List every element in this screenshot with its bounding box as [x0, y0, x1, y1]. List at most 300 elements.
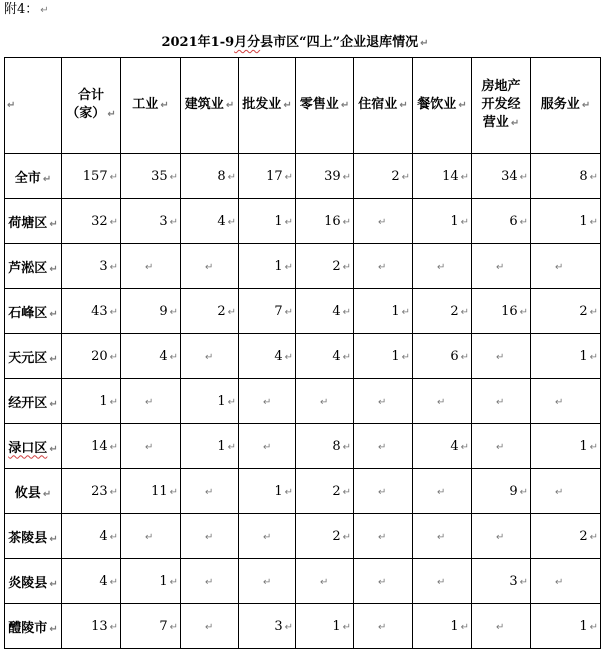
cell-value: 1	[99, 393, 108, 409]
paragraph-mark-icon: ↵	[109, 216, 118, 228]
cell-value: 32	[91, 213, 108, 229]
cell-value: 9	[159, 303, 168, 319]
paragraph-mark-icon: ↵	[169, 576, 178, 588]
empty-cell	[239, 514, 296, 559]
empty-cell	[181, 334, 239, 379]
paragraph-mark-icon: ↵	[378, 216, 387, 228]
paragraph-mark-icon: ↵	[169, 306, 178, 318]
cell-value: 1	[579, 438, 588, 454]
paragraph-mark-icon: ↵	[145, 441, 154, 453]
region-name: 醴陵市	[8, 620, 48, 636]
paragraph-mark-icon: ↵	[107, 109, 116, 120]
region-cell	[5, 424, 62, 469]
paragraph-mark-icon: ↵	[40, 5, 49, 16]
region-cell	[5, 514, 62, 559]
empty-cell	[181, 559, 239, 604]
value-cell	[296, 244, 354, 289]
paragraph-mark-icon: ↵	[205, 486, 214, 498]
cell-value: 2	[450, 303, 459, 319]
paragraph-mark-icon: ↵	[519, 216, 528, 228]
empty-cell	[239, 379, 296, 424]
table-row	[5, 424, 601, 469]
paragraph-mark-icon: ↵	[109, 261, 118, 273]
region-name: 天元区	[8, 350, 48, 366]
empty-cell	[239, 559, 296, 604]
value-cell	[181, 199, 239, 244]
value-cell	[354, 289, 413, 334]
cell-value: 7	[274, 303, 283, 319]
empty-cell	[472, 514, 531, 559]
paragraph-mark-icon: ↵	[227, 171, 236, 183]
paragraph-mark-icon: ↵	[555, 486, 564, 498]
paragraph-mark-icon: ↵	[49, 443, 58, 455]
empty-cell	[121, 514, 181, 559]
paragraph-mark-icon: ↵	[342, 306, 351, 318]
cell-value: 1	[391, 348, 400, 364]
column-header	[181, 58, 239, 154]
region-name: 渌口区	[8, 440, 48, 456]
cell-value: 1	[579, 348, 588, 364]
paragraph-mark-icon: ↵	[342, 351, 351, 363]
paragraph-mark-icon: ↵	[283, 100, 292, 111]
value-cell	[181, 379, 239, 424]
paragraph-mark-icon: ↵	[42, 173, 52, 185]
empty-cell	[181, 604, 239, 649]
paragraph-mark-icon: ↵	[42, 488, 52, 500]
table-title	[60, 35, 530, 52]
value-cell	[62, 379, 121, 424]
paragraph-mark-icon: ↵	[169, 216, 178, 228]
region-name: 芦淞区	[8, 260, 48, 276]
paragraph-mark-icon: ↵	[519, 486, 528, 498]
column-header	[354, 58, 413, 154]
value-cell	[296, 604, 354, 649]
paragraph-mark-icon: ↵	[227, 441, 236, 453]
value-cell	[62, 424, 121, 469]
value-cell	[296, 514, 354, 559]
value-cell	[62, 469, 121, 514]
cell-value: 43	[91, 303, 108, 319]
paragraph-mark-icon: ↵	[378, 261, 387, 273]
paragraph-mark-icon: ↵	[160, 100, 169, 111]
paragraph-mark-icon: ↵	[109, 396, 118, 408]
cell-value: 1	[450, 213, 459, 229]
value-cell	[296, 289, 354, 334]
value-cell	[296, 334, 354, 379]
empty-cell	[296, 559, 354, 604]
cell-value: 4	[450, 438, 459, 454]
empty-cell	[239, 424, 296, 469]
paragraph-mark-icon: ↵	[496, 351, 505, 363]
region-name: 炎陵县	[8, 575, 48, 591]
paragraph-mark-icon: ↵	[263, 531, 272, 543]
value-cell	[296, 469, 354, 514]
table-row	[5, 154, 601, 199]
cell-value: 2	[579, 303, 588, 319]
paragraph-mark-icon: ↵	[555, 396, 564, 408]
cell-value: 8	[217, 168, 226, 184]
attachment-label	[4, 2, 49, 19]
paragraph-mark-icon: ↵	[49, 308, 58, 320]
paragraph-mark-icon: ↵	[460, 621, 469, 633]
paragraph-mark-icon: ↵	[496, 441, 505, 453]
paragraph-mark-icon: ↵	[7, 100, 16, 111]
value-cell	[413, 334, 472, 379]
value-cell	[531, 514, 601, 559]
value-cell	[296, 154, 354, 199]
paragraph-mark-icon: ↵	[284, 486, 293, 498]
value-cell	[354, 334, 413, 379]
value-cell	[62, 514, 121, 559]
paragraph-mark-icon: ↵	[399, 100, 408, 111]
value-cell	[181, 424, 239, 469]
paragraph-mark-icon: ↵	[581, 100, 591, 111]
paragraph-mark-icon: ↵	[496, 396, 505, 408]
column-header-line: 零售业	[299, 97, 339, 112]
title-prefix: 2021年1-9	[161, 35, 235, 50]
cell-value: 9	[509, 483, 518, 499]
value-cell	[181, 154, 239, 199]
cell-value: 2	[217, 303, 226, 319]
empty-cell	[121, 244, 181, 289]
value-cell	[413, 154, 472, 199]
empty-cell	[354, 244, 413, 289]
region-name: 攸县	[14, 485, 41, 501]
paragraph-mark-icon: ↵	[205, 351, 214, 363]
cell-value: 6	[509, 213, 518, 229]
column-header-line: 服务业	[540, 97, 580, 112]
empty-cell	[531, 469, 601, 514]
paragraph-mark-icon: ↵	[263, 396, 272, 408]
paragraph-mark-icon: ↵	[205, 576, 214, 588]
cell-value: 34	[501, 168, 518, 184]
value-cell	[121, 154, 181, 199]
value-cell	[62, 289, 121, 334]
table-row	[5, 469, 601, 514]
empty-cell	[181, 469, 239, 514]
paragraph-mark-icon: ↵	[263, 576, 272, 588]
paragraph-mark-icon: ↵	[227, 306, 236, 318]
paragraph-mark-icon: ↵	[342, 441, 351, 453]
paragraph-mark-icon: ↵	[109, 441, 118, 453]
paragraph-mark-icon: ↵	[109, 531, 118, 543]
column-header-line: 开发经	[481, 97, 521, 112]
column-header-line: 住宿业	[358, 97, 398, 112]
paragraph-mark-icon: ↵	[401, 351, 410, 363]
region-cell	[5, 469, 62, 514]
value-cell	[531, 199, 601, 244]
cell-value: 3	[274, 618, 283, 634]
paragraph-mark-icon: ↵	[109, 576, 118, 588]
cell-value: 1	[391, 303, 400, 319]
empty-cell	[296, 379, 354, 424]
paragraph-mark-icon: ↵	[437, 396, 446, 408]
paragraph-mark-icon: ↵	[460, 171, 469, 183]
empty-cell	[413, 469, 472, 514]
cell-value: 20	[91, 348, 108, 364]
paragraph-mark-icon: ↵	[227, 216, 236, 228]
value-cell	[531, 289, 601, 334]
column-header-line: 餐饮业	[417, 97, 457, 112]
table-row	[5, 379, 601, 424]
column-header	[296, 58, 354, 154]
empty-cell	[531, 559, 601, 604]
paragraph-mark-icon: ↵	[589, 216, 598, 228]
column-header-line: 工业	[132, 97, 159, 112]
value-cell	[62, 199, 121, 244]
paragraph-mark-icon: ↵	[460, 351, 469, 363]
region-cell	[5, 559, 62, 604]
paragraph-mark-icon: ↵	[589, 531, 598, 543]
paragraph-mark-icon: ↵	[169, 351, 178, 363]
paragraph-mark-icon: ↵	[460, 216, 469, 228]
paragraph-mark-icon: ↵	[49, 623, 58, 635]
cell-value: 13	[91, 618, 108, 634]
empty-cell	[413, 244, 472, 289]
cell-value: 3	[159, 213, 168, 229]
paragraph-mark-icon: ↵	[340, 100, 350, 111]
paragraph-mark-icon: ↵	[342, 171, 351, 183]
attachment-label-text: 附4：	[4, 2, 39, 17]
table-body	[5, 154, 601, 649]
paragraph-mark-icon: ↵	[401, 171, 410, 183]
empty-cell	[181, 514, 239, 559]
value-cell	[181, 289, 239, 334]
value-cell	[472, 199, 531, 244]
paragraph-mark-icon: ↵	[378, 576, 387, 588]
paragraph-mark-icon: ↵	[284, 171, 293, 183]
empty-cell	[531, 379, 601, 424]
empty-cell	[354, 604, 413, 649]
paragraph-mark-icon: ↵	[555, 576, 564, 588]
column-header-line: 房地产	[481, 79, 521, 94]
cell-value: 6	[450, 348, 459, 364]
paragraph-mark-icon: ↵	[49, 263, 58, 275]
paragraph-mark-icon: ↵	[205, 621, 214, 633]
region-name: 荷塘区	[8, 215, 48, 231]
paragraph-mark-icon: ↵	[342, 261, 351, 273]
paragraph-mark-icon: ↵	[496, 531, 505, 543]
paragraph-mark-icon: ↵	[263, 441, 272, 453]
cell-value: 4	[332, 348, 341, 364]
cell-value: 16	[501, 303, 518, 319]
region-name: 石峰区	[8, 305, 48, 321]
value-cell	[239, 334, 296, 379]
paragraph-mark-icon: ↵	[145, 396, 154, 408]
paragraph-mark-icon: ↵	[320, 576, 329, 588]
cell-value: 17	[266, 168, 283, 184]
value-cell	[531, 424, 601, 469]
table-row	[5, 199, 601, 244]
value-cell	[472, 559, 531, 604]
paragraph-mark-icon: ↵	[49, 533, 58, 545]
cell-value: 35	[151, 168, 168, 184]
paragraph-mark-icon: ↵	[378, 396, 387, 408]
empty-cell	[413, 379, 472, 424]
cell-value: 3	[99, 258, 108, 274]
paragraph-mark-icon: ↵	[437, 486, 446, 498]
paragraph-mark-icon: ↵	[589, 441, 598, 453]
paragraph-mark-icon: ↵	[320, 396, 329, 408]
paragraph-mark-icon: ↵	[510, 118, 520, 129]
paragraph-mark-icon: ↵	[49, 218, 58, 230]
cell-value: 16	[324, 213, 341, 229]
cell-value: 4	[217, 213, 226, 229]
paragraph-mark-icon: ↵	[342, 486, 351, 498]
value-cell	[239, 244, 296, 289]
paragraph-mark-icon: ↵	[49, 353, 58, 365]
cell-value: 1	[274, 483, 283, 499]
empty-cell	[354, 514, 413, 559]
cell-value: 2	[391, 168, 400, 184]
cell-value: 4	[332, 303, 341, 319]
paragraph-mark-icon: ↵	[225, 100, 235, 111]
value-cell	[354, 154, 413, 199]
value-cell	[239, 199, 296, 244]
paragraph-mark-icon: ↵	[109, 351, 118, 363]
empty-cell	[121, 379, 181, 424]
paragraph-mark-icon: ↵	[284, 621, 293, 633]
paragraph-mark-icon: ↵	[460, 306, 469, 318]
cell-value: 1	[332, 618, 341, 634]
cell-value: 4	[159, 348, 168, 364]
paragraph-mark-icon: ↵	[378, 441, 387, 453]
withdrawal-table	[4, 57, 601, 649]
paragraph-mark-icon: ↵	[589, 171, 598, 183]
value-cell	[121, 334, 181, 379]
empty-cell	[413, 514, 472, 559]
column-header-line: 建筑业	[184, 97, 224, 112]
paragraph-mark-icon: ↵	[342, 216, 351, 228]
paragraph-mark-icon: ↵	[342, 621, 351, 633]
value-cell	[62, 154, 121, 199]
paragraph-mark-icon: ↵	[284, 216, 293, 228]
region-cell	[5, 154, 62, 199]
paragraph-mark-icon: ↵	[437, 261, 446, 273]
column-header-line: 合计	[77, 88, 104, 103]
column-header-line: （家）	[66, 106, 106, 121]
value-cell	[472, 154, 531, 199]
value-cell	[239, 604, 296, 649]
value-cell	[62, 559, 121, 604]
value-cell	[296, 424, 354, 469]
value-cell	[413, 424, 472, 469]
table-row	[5, 559, 601, 604]
paragraph-mark-icon: ↵	[589, 621, 598, 633]
cell-value: 4	[274, 348, 283, 364]
cell-value: 4	[99, 573, 108, 589]
region-name: 全市	[14, 170, 41, 186]
paragraph-mark-icon: ↵	[145, 261, 154, 273]
paragraph-mark-icon: ↵	[496, 261, 505, 273]
paragraph-mark-icon: ↵	[342, 531, 351, 543]
cell-value: 8	[579, 168, 588, 184]
region-name: 茶陵县	[8, 530, 48, 546]
cell-value: 157	[82, 168, 108, 184]
column-header	[531, 58, 601, 154]
empty-cell	[354, 379, 413, 424]
paragraph-mark-icon: ↵	[169, 621, 178, 633]
paragraph-mark-icon: ↵	[284, 261, 293, 273]
paragraph-mark-icon: ↵	[519, 306, 528, 318]
value-cell	[531, 154, 601, 199]
value-cell	[472, 469, 531, 514]
value-cell	[121, 199, 181, 244]
cell-value: 14	[442, 168, 459, 184]
value-cell	[413, 199, 472, 244]
corner-cell	[5, 58, 62, 154]
region-name: 经开区	[8, 395, 48, 411]
column-header-line: 批发业	[242, 97, 282, 112]
cell-value: 14	[91, 438, 108, 454]
value-cell	[239, 469, 296, 514]
paragraph-mark-icon: ↵	[378, 531, 387, 543]
cell-value: 2	[332, 258, 341, 274]
paragraph-mark-icon: ↵	[519, 171, 528, 183]
column-header-line: 营业	[482, 115, 509, 130]
title-suffix: 县市区“四上”企业退库情况	[260, 35, 419, 50]
cell-value: 11	[151, 483, 168, 499]
empty-cell	[354, 199, 413, 244]
paragraph-mark-icon: ↵	[145, 531, 154, 543]
region-cell	[5, 334, 62, 379]
paragraph-mark-icon: ↵	[437, 576, 446, 588]
cell-value: 7	[159, 618, 168, 634]
column-header	[62, 58, 121, 154]
empty-cell	[354, 469, 413, 514]
value-cell	[472, 289, 531, 334]
value-cell	[62, 334, 121, 379]
empty-cell	[413, 559, 472, 604]
region-cell	[5, 289, 62, 334]
region-cell	[5, 199, 62, 244]
table-row	[5, 244, 601, 289]
cell-value: 23	[91, 483, 108, 499]
cell-value: 3	[509, 573, 518, 589]
header-row	[5, 58, 601, 154]
paragraph-mark-icon: ↵	[378, 621, 387, 633]
paragraph-mark-icon: ↵	[378, 486, 387, 498]
empty-cell	[354, 424, 413, 469]
cell-value: 1	[450, 618, 459, 634]
paragraph-mark-icon: ↵	[420, 38, 429, 49]
empty-cell	[472, 244, 531, 289]
cell-value: 1	[579, 618, 588, 634]
paragraph-mark-icon: ↵	[589, 306, 598, 318]
paragraph-mark-icon: ↵	[109, 621, 118, 633]
paragraph-mark-icon: ↵	[437, 531, 446, 543]
paragraph-mark-icon: ↵	[401, 306, 410, 318]
paragraph-mark-icon: ↵	[284, 351, 293, 363]
empty-cell	[472, 424, 531, 469]
column-header	[239, 58, 296, 154]
empty-cell	[121, 424, 181, 469]
paragraph-mark-icon: ↵	[284, 306, 293, 318]
region-cell	[5, 604, 62, 649]
table-row	[5, 289, 601, 334]
column-header	[472, 58, 531, 154]
paragraph-mark-icon: ↵	[49, 578, 58, 590]
paragraph-mark-icon: ↵	[169, 171, 178, 183]
title-spellcheck-word: 月分	[234, 35, 261, 50]
column-header	[121, 58, 181, 154]
cell-value: 2	[579, 528, 588, 544]
cell-value: 39	[324, 168, 341, 184]
paragraph-mark-icon: ↵	[109, 171, 118, 183]
value-cell	[239, 154, 296, 199]
cell-value: 1	[274, 258, 283, 274]
column-header	[413, 58, 472, 154]
